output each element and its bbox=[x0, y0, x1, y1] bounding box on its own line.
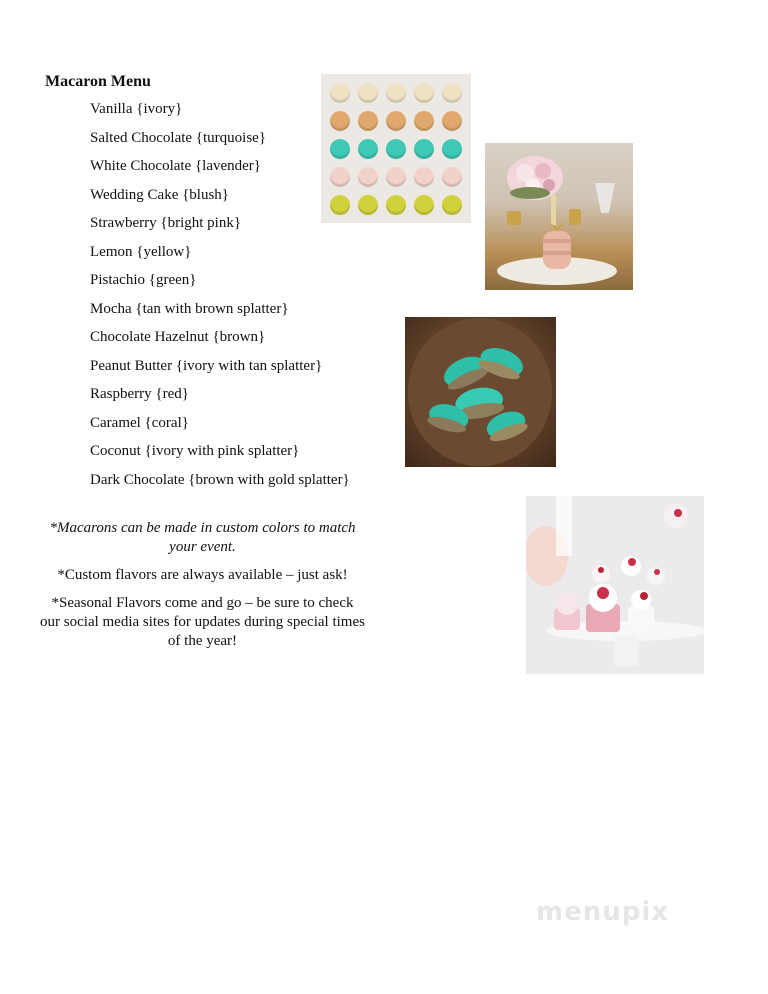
macaron-dot bbox=[386, 195, 406, 215]
note-custom-colors: *Macarons can be made in custom colors to match your event. bbox=[49, 520, 356, 555]
flavor-item: White Chocolate {lavender} bbox=[90, 158, 261, 174]
macaron-dot bbox=[330, 195, 350, 215]
macaron-dot bbox=[330, 83, 350, 103]
watermark-logo: menupix bbox=[536, 897, 670, 927]
flavor-item: Strawberry {bright pink} bbox=[90, 215, 242, 231]
macaron-dot bbox=[386, 167, 406, 187]
macaron-dot bbox=[442, 111, 462, 131]
note-custom-flavors: *Custom flavors are always available – just ask! bbox=[57, 567, 348, 583]
flavor-item: Coconut {ivory with pink splatter} bbox=[90, 443, 300, 459]
macaron-dot bbox=[442, 167, 462, 187]
menu-title: Macaron Menu bbox=[45, 73, 151, 90]
flavor-item: Vanilla {ivory} bbox=[90, 101, 183, 117]
flavor-item: Peanut Butter {ivory with tan splatter} bbox=[90, 357, 323, 374]
macaron-dot bbox=[330, 111, 350, 131]
macaron-dot bbox=[414, 167, 434, 187]
flavor-item: Lemon {yellow} bbox=[90, 243, 192, 260]
note-seasonal: *Seasonal Flavors come and go – be sure to check our social media sites for updates during special times of the year! bbox=[40, 595, 365, 649]
macaron-dot bbox=[386, 83, 406, 103]
flavor-item: Pistachio {green} bbox=[90, 272, 197, 288]
macaron-dot bbox=[386, 139, 406, 159]
macaron-dot bbox=[358, 83, 378, 103]
flavor-item: Raspberry {red} bbox=[90, 386, 189, 402]
turquoise-macaron-photo bbox=[405, 317, 556, 467]
macaron-grid-photo bbox=[321, 74, 471, 223]
macaron-dot bbox=[358, 111, 378, 131]
macaron-dot bbox=[330, 167, 350, 187]
macaron-dot bbox=[442, 139, 462, 159]
flavor-list bbox=[90, 100, 360, 499]
flavor-item: Chocolate Hazelnut {brown} bbox=[90, 329, 266, 345]
macaron-dot bbox=[386, 111, 406, 131]
macaron-dot bbox=[414, 83, 434, 103]
menu-notes bbox=[40, 519, 365, 660]
flavor-item: Wedding Cake {blush} bbox=[90, 186, 230, 203]
flavor-item: Mocha {tan with brown splatter} bbox=[90, 300, 289, 317]
flavor-item: Dark Chocolate {brown with gold splatter} bbox=[90, 471, 350, 488]
macaron-dot bbox=[414, 139, 434, 159]
macaron-dot bbox=[442, 195, 462, 215]
dessert-stand-photo bbox=[526, 496, 704, 674]
macaron-dot bbox=[414, 195, 434, 215]
macaron-dot bbox=[358, 139, 378, 159]
macaron-dot bbox=[358, 195, 378, 215]
macaron-dot bbox=[442, 83, 462, 103]
macaron-dot bbox=[414, 111, 434, 131]
macaron-dot bbox=[358, 167, 378, 187]
flavor-item: Caramel {coral} bbox=[90, 414, 189, 431]
wedding-table-photo bbox=[485, 143, 633, 290]
flavor-item: Salted Chocolate {turquoise} bbox=[90, 129, 267, 146]
macaron-dot bbox=[330, 139, 350, 159]
